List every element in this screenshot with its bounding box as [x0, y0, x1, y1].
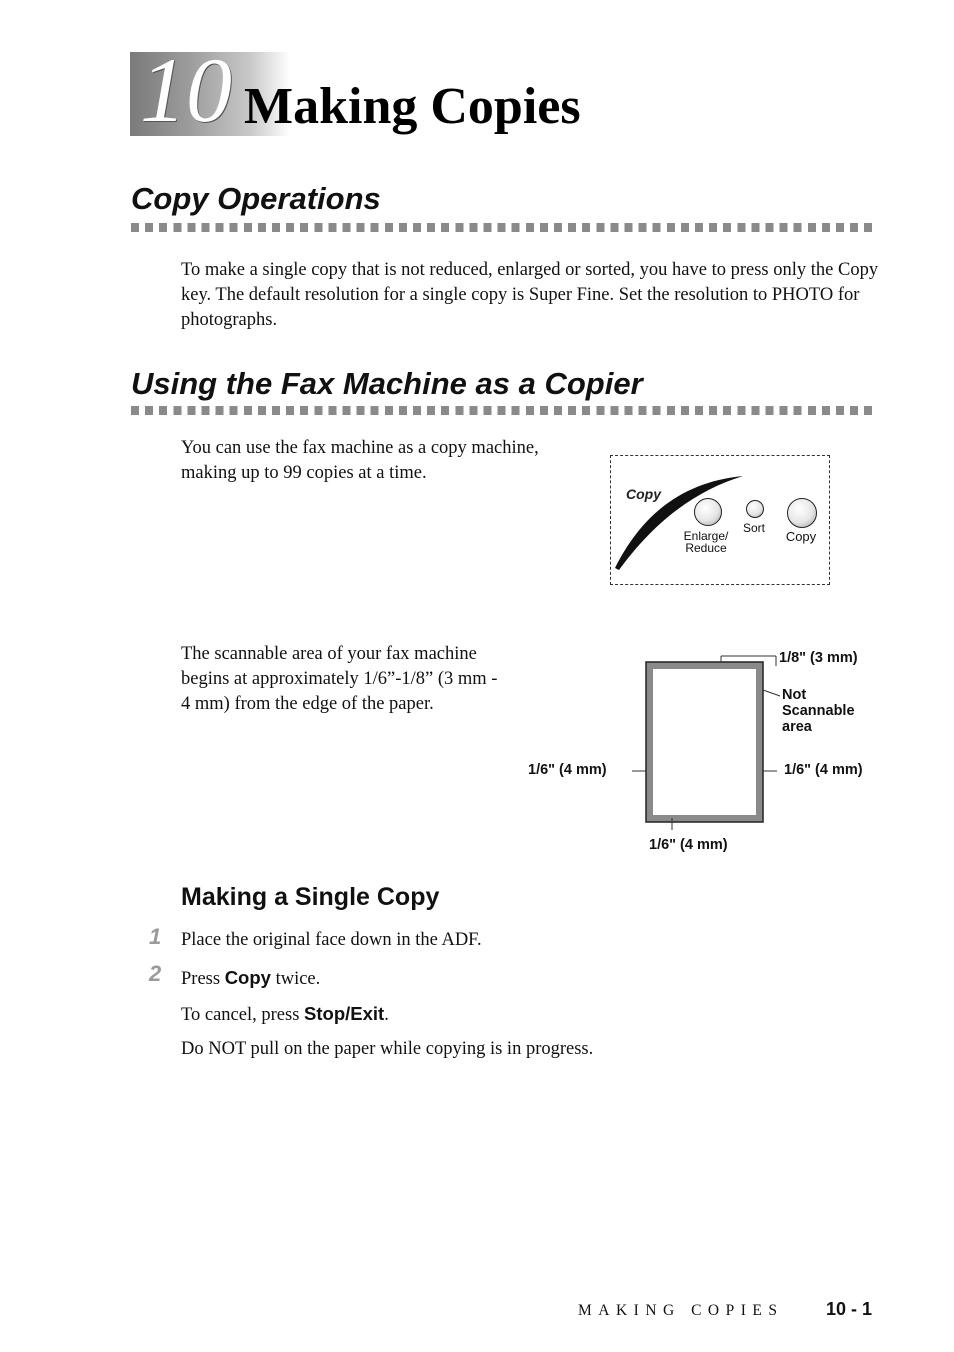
copy-button[interactable]: [787, 498, 817, 528]
paper-diagram: [620, 650, 790, 840]
step-text: [181, 965, 320, 992]
right-margin-label: 1/6" (4 mm): [784, 762, 863, 778]
left-margin-label: 1/6" (4 mm): [528, 762, 607, 778]
section-heading-fax-as-copier: Using the Fax Machine as a Copier: [131, 366, 643, 401]
section-divider: [131, 406, 873, 415]
cancel-text-post: .: [384, 1005, 389, 1025]
bottom-margin-label: 1/6" (4 mm): [649, 837, 728, 853]
section-divider: [131, 223, 873, 232]
copy-label: Copy: [785, 529, 817, 544]
step-number: 1: [149, 924, 162, 949]
sort-label: Sort: [742, 521, 765, 535]
chapter-title: Making Copies: [244, 78, 581, 135]
footer-page-number: 10 - 1: [826, 1299, 873, 1319]
scannable-area-text: The scannable area of your fax machine begins at approximately 1/6”-1/8” (3 mm - 4 mm) from the edge of the paper.: [181, 644, 498, 714]
copy-operations-text: To make a single copy that is not reduced, enlarged or sorted, you have to press only the Copy key. The default resolution for a single copy is Super Fine. Set the resolution to PHOTO for photographs.: [181, 260, 879, 330]
section-heading-copy-operations: Copy Operations: [131, 181, 381, 216]
chapter-number: 10: [140, 39, 232, 141]
copy-panel-logo: Copy: [626, 486, 661, 502]
copy-panel-illustration: [610, 455, 830, 585]
reduce-label: Reduce: [685, 541, 727, 555]
not-scannable-label-2: Scannable: [782, 703, 855, 719]
copy-key-name: Copy: [224, 967, 271, 988]
cancel-instruction: [181, 1001, 389, 1028]
cancel-text-pre: To cancel, press: [181, 1005, 305, 1025]
stop-exit-key-name: Stop/Exit: [304, 1003, 385, 1024]
step-text-post: twice.: [270, 969, 321, 989]
step-text-pre: Press: [181, 969, 225, 989]
copy-warning: Do NOT pull on the paper while copying is in progress.: [181, 1039, 594, 1059]
footer-chapter-title: MAKING COPIES: [578, 1302, 784, 1319]
subheading-single-copy: Making a Single Copy: [181, 883, 440, 911]
top-margin-label: 1/8" (3 mm): [779, 650, 858, 666]
not-scannable-label-1: Not: [782, 687, 807, 703]
sort-button[interactable]: [746, 500, 764, 518]
step-number: 2: [149, 961, 162, 986]
enlarge-label: Enlarge/: [683, 529, 729, 543]
enlarge-reduce-button[interactable]: [694, 498, 722, 526]
step-text: Place the original face down in the ADF.: [181, 930, 482, 950]
fax-copier-intro-text: You can use the fax machine as a copy machine, making up to 99 copies at a time.: [181, 438, 539, 483]
not-scannable-label-3: area: [782, 719, 812, 735]
